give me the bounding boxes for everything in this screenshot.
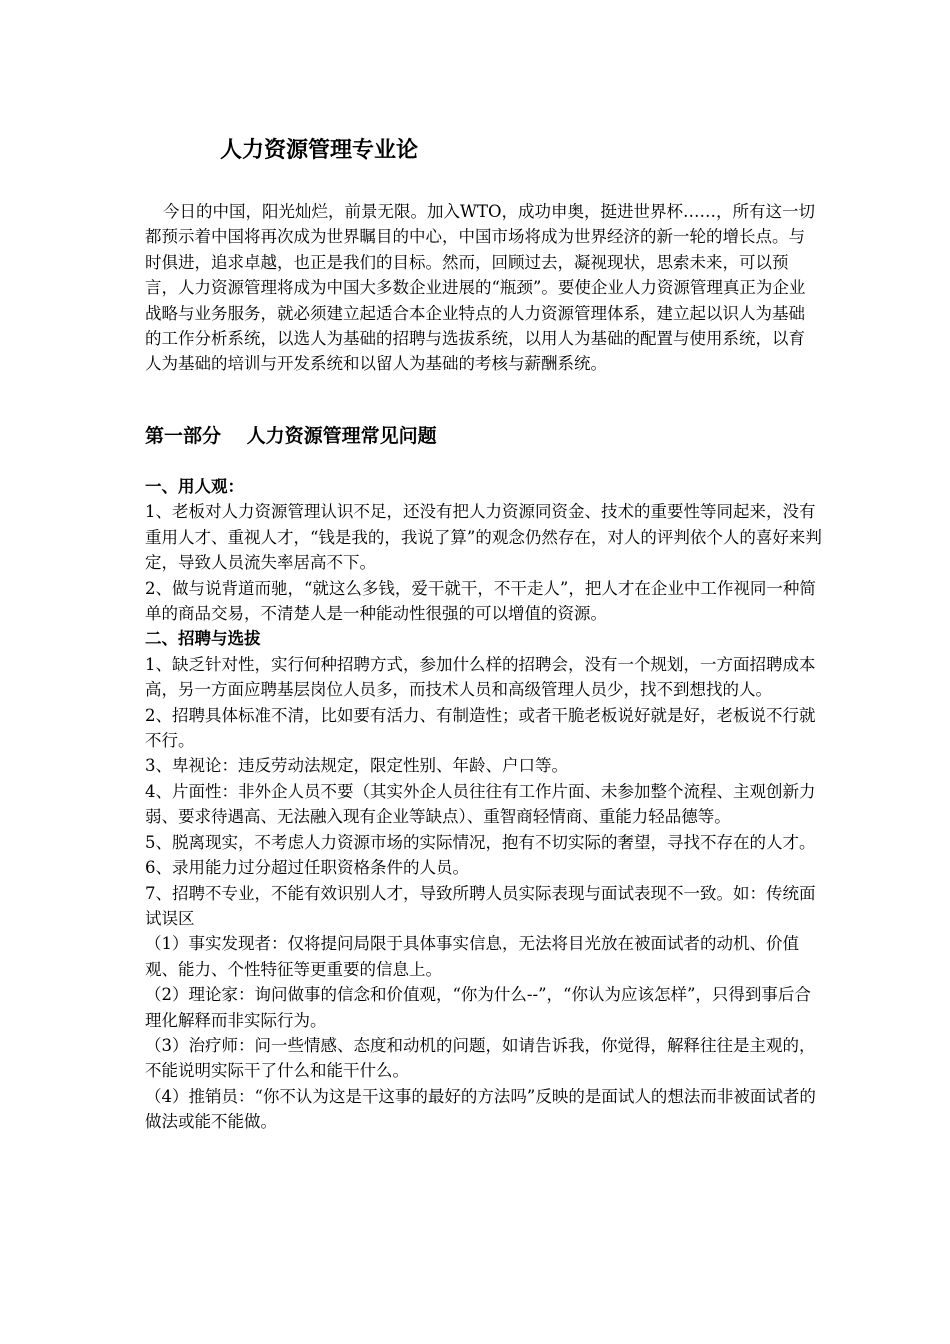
section-heading-recruitment: 二、招聘与选拔 — [145, 629, 261, 649]
list-item: （2）理论家：询问做事的信念和价值观，“你为什么--”，“你认为应该怎样”，只得到事后合理化解释而非实际行为。 — [145, 985, 811, 1030]
list-item: （3）治疗师：问一些情感、态度和动机的问题，如请告诉我，你觉得，解释往往是主观的，不能说明实际干了什么和能干什么。 — [145, 1035, 816, 1081]
part-one-heading: 第一部分 人力资源管理常见问题 — [145, 425, 437, 447]
document-body — [145, 474, 825, 1135]
section-heading-hiring-view: 一、用人观： — [145, 477, 244, 496]
list-item: 2、做与说背道而驰，“就这么多钱，爱干就干，不干走人”，把人才在企业中工作视同一种简单的商品交易，不清楚人是一种能动性很强的可以增值的资源。 — [145, 578, 816, 624]
document-title: 人力资源管理专业论 — [220, 137, 419, 163]
list-item: 7、招聘不专业，不能有效识别人才，导致所聘人员实际表现与面试表现不一致。如：传统面试误区 — [145, 883, 816, 928]
list-item: （4）推销员：“你不认为这是干这事的最好的方法吗”反映的是面试人的想法而非被面试者的做法或能不能做。 — [145, 1086, 816, 1132]
list-item: 2、招聘具体标准不清，比如要有活力、有制造性；或者干脆老板说好就是好，老板说不行就不行。 — [145, 705, 816, 751]
list-item: （1）事实发现者：仅将提问局限于具体事实信息，无法将目光放在被面试者的动机、价值观、能力、个性特征等更重要的信息上。 — [145, 934, 799, 979]
list-item: 6、录用能力过分超过任职资格条件的人员。 — [145, 858, 469, 878]
intro-paragraph: 今日的中国，阳光灿烂，前景无限。加入WTO，成功申奥，挺进世界杯……，所有这一切都预示着中国将再次成为世界瞩目的中心，中国市场将成为世界经济的新一轮的增长点。与时俱进，追求卓越，也正是我们的目标。然而，回顾过去，凝视现状，思索未来，可以预言，人力资源管理将成为中国大多数企业进展的“瓶颈”。要使企业人力资源管理真正为企业战略与业务服务，就必须建立起适合本企业特点的人力资源管理体系，建立起以识人为基础的工作分析系统，以选人为基础的招聘与选拔系统，以用人为基础的配置与使用系统，以育人为基础的培训与开发系统和以留人为基础的考核与薪酬系统。 — [145, 202, 815, 374]
list-item: 1、老板对人力资源管理认识不足，还没有把人力资源同资金、技术的重要性等同起来，没有重用人才、重视人才，“钱是我的，我说了算”的观念仍然存在，对人的评判依个人的喜好来判定，导致人员流失率居高不下。 — [145, 502, 822, 573]
list-item: 5、脱离现实，不考虑人力资源市场的实际情况，抱有不切实际的奢望，寻找不存在的人才。 — [145, 832, 816, 852]
list-item: 1、缺乏针对性，实行何种招聘方式，参加什么样的招聘会，没有一个规划，一方面招聘成本高，另一方面应聘基层岗位人员多，而技术人员和高级管理人员少，找不到想找的人。 — [145, 654, 816, 700]
list-item: 4、片面性：非外企人员不要（其实外企人员往往有工作片面、未参加整个流程、主观创新力弱、要求待遇高、无法融入现有企业等缺点）、重智商轻情商、重能力轻品德等。 — [145, 781, 816, 827]
list-item: 3、卑视论：违反劳动法规定，限定性别、年龄、户口等。 — [145, 756, 568, 776]
